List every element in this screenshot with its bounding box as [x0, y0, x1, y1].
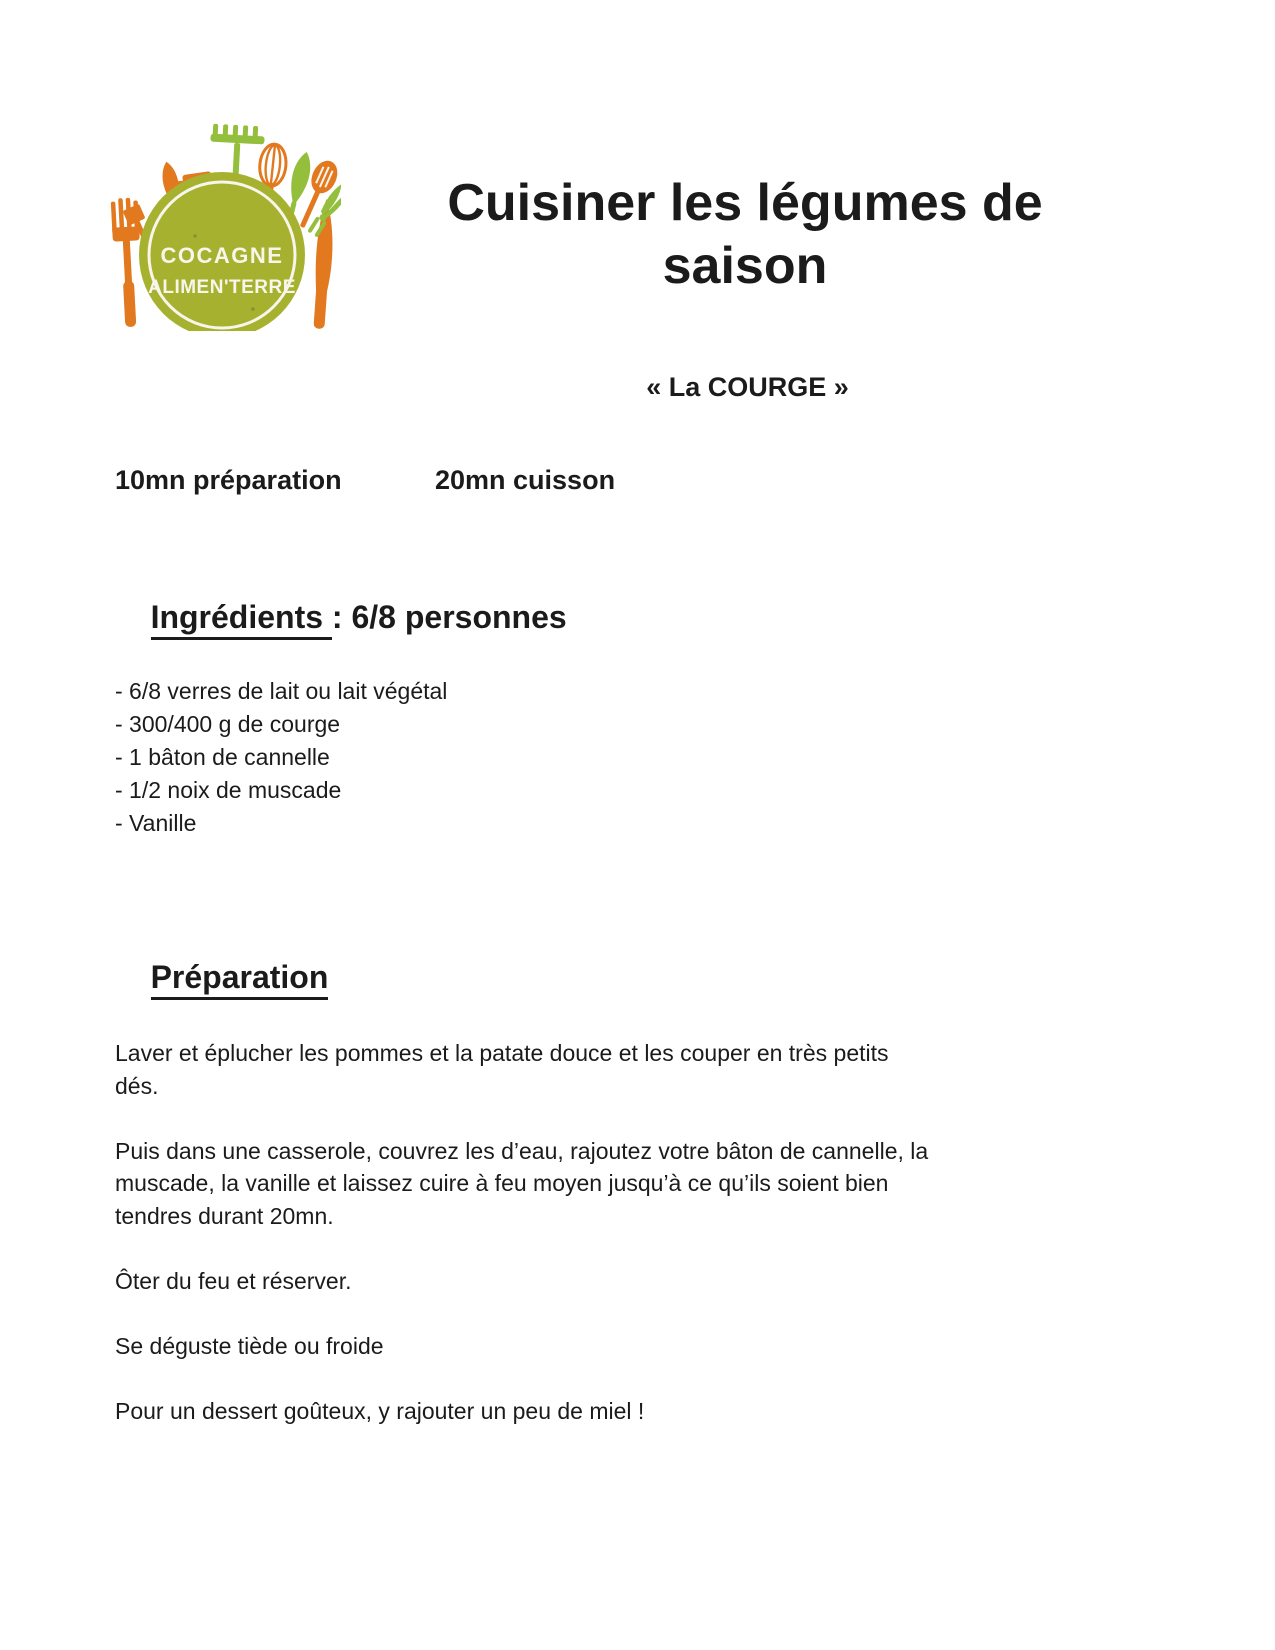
logo-text-line2: ALIMEN'TERRE: [148, 277, 296, 298]
paragraph-line: Ôter du feu et réserver.: [115, 1267, 352, 1294]
logo-text-line1: COCAGNE: [160, 243, 284, 268]
paragraph-line: tendres durant 20mn.: [115, 1202, 334, 1229]
preparation-body: [115, 1037, 1220, 1460]
paragraph-line: muscade, la vanille et laissez cuire à feu moyen jusqu’à ce qu’ils soient bien: [115, 1170, 889, 1196]
preparation-paragraph: [115, 1265, 1220, 1298]
ingredients-heading-rest: : 6/8 personnes: [331, 599, 567, 635]
cook-time: 20mn cuisson: [435, 465, 616, 495]
ingredient-item: - 300/400 g de courge: [115, 711, 341, 737]
ingredients-list: [115, 675, 1215, 840]
logo-illustration: [103, 113, 341, 331]
document-title-line2: saison: [662, 237, 828, 295]
paragraph-line: Puis dans une casserole, couvrez les d’eau, rajoutez votre bâton de cannelle, la: [115, 1137, 929, 1164]
preparation-paragraph: [115, 1395, 1220, 1428]
document-title: [395, 172, 1095, 298]
preparation-paragraph: [115, 1330, 1220, 1363]
paragraph-line: Laver et éplucher les pommes et la patate douce et les couper en très petits: [115, 1040, 889, 1066]
paragraph-line: Pour un dessert goûteux, y rajouter un peu de miel !: [115, 1397, 645, 1424]
preparation-paragraph: [115, 1135, 1220, 1233]
cocagne-alimenterre-logo: [103, 113, 341, 331]
preparation-heading-underlined: Préparation: [151, 959, 329, 1000]
ingredient-item: - 1 bâton de cannelle: [115, 744, 330, 770]
preparation-paragraph: [115, 1037, 1220, 1102]
recipe-subtitle: « La COURGE »: [646, 372, 849, 402]
ingredients-heading-underlined: Ingrédients: [151, 599, 332, 640]
ingredient-item: - 6/8 verres de lait ou lait végétal: [115, 678, 448, 704]
document-title-line1: Cuisiner les légumes de: [447, 174, 1043, 232]
prep-time: 10mn préparation: [115, 465, 342, 495]
paragraph-line: Se déguste tiède ou froide: [115, 1332, 384, 1359]
ingredient-item: - 1/2 noix de muscade: [115, 777, 342, 803]
ingredients-heading: [115, 562, 567, 673]
paragraph-line: dés.: [115, 1072, 159, 1099]
ingredient-item: - Vanille: [115, 810, 197, 836]
preparation-heading: [115, 922, 328, 1033]
